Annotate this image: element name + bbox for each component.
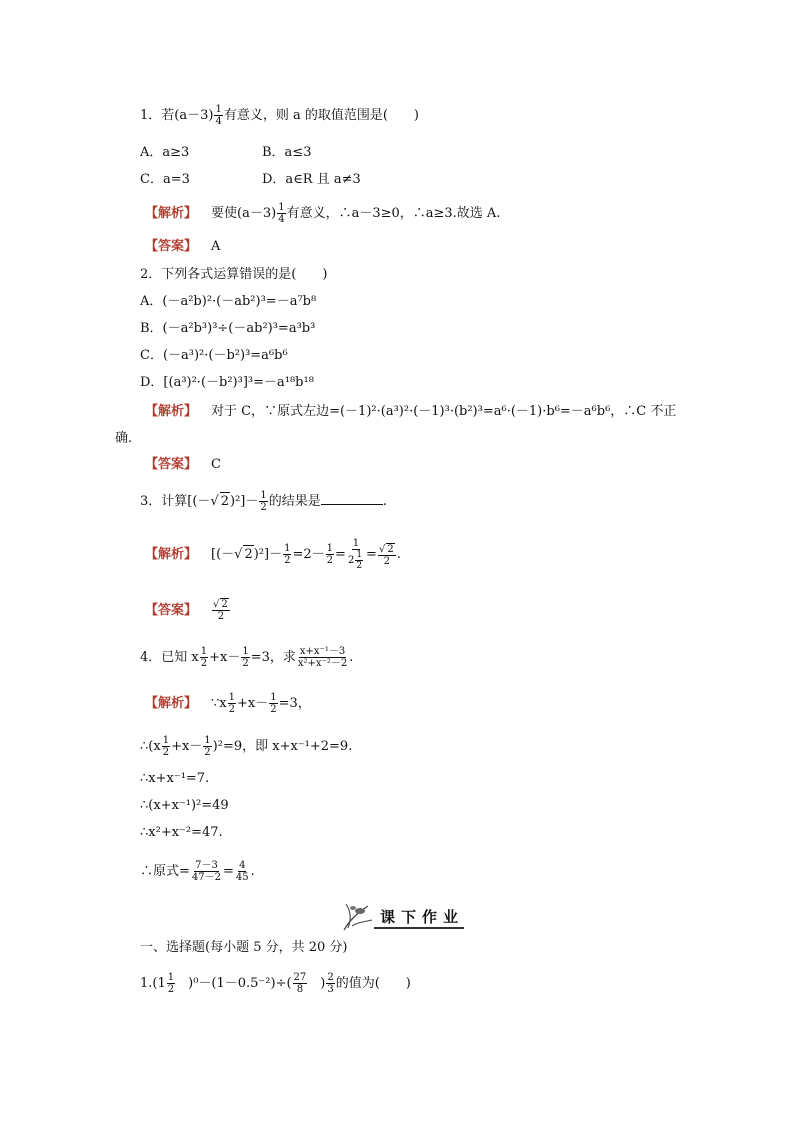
fraction-denominator: 3	[327, 984, 334, 995]
analysis-exponent-fraction	[277, 202, 285, 225]
q1-option-d: D．a∈R 且 a≠3	[262, 172, 361, 187]
q1-answer	[145, 238, 220, 256]
analysis-fraction	[326, 543, 334, 566]
q2-answer	[145, 456, 221, 474]
analysis-text: ∵x	[211, 696, 227, 711]
result-fraction	[235, 860, 250, 883]
section-q1-part: 的值为( )	[335, 976, 411, 991]
q4-analysis-line6	[140, 860, 255, 883]
radicand: 2	[387, 543, 394, 555]
analysis-text: )²=9，即 x+x⁻¹+2=9.	[212, 739, 353, 754]
analysis-text: =	[366, 547, 377, 562]
analysis-sqrt-fraction	[378, 543, 396, 567]
section-q1-part: )⁰－(1－0.5⁻²)÷(	[188, 976, 292, 991]
fraction-numerator: 1	[242, 646, 249, 657]
radicand: 2	[244, 547, 253, 562]
analysis-text: =	[335, 547, 346, 562]
analysis-text: .	[250, 864, 255, 879]
answer-text: C	[211, 457, 221, 472]
exponent-fraction	[326, 972, 334, 995]
fraction-numerator: 7－3	[195, 860, 218, 871]
analysis-text: )²]－	[253, 547, 283, 562]
analysis-text: ∴(x	[140, 739, 161, 754]
fraction-denominator: 2	[242, 658, 249, 669]
radicand: 2	[221, 599, 228, 610]
mixed-whole: 2	[347, 555, 355, 566]
q1-analysis	[145, 202, 500, 225]
fraction-denominator: 2	[162, 747, 170, 758]
q4-stem-part: +x－	[209, 650, 241, 665]
q4-exponent-fraction	[241, 646, 249, 669]
q1-option-a: A．a≥3	[140, 145, 190, 160]
exponent-fraction	[228, 692, 236, 715]
banner-underline	[374, 927, 464, 933]
q3-fraction	[259, 490, 267, 513]
sqrt-icon: √	[378, 543, 386, 555]
q3-answer	[145, 598, 231, 622]
fraction-denominator: 2	[204, 747, 211, 758]
fraction-numerator: 4	[239, 860, 246, 871]
fraction-denominator: 4	[215, 116, 222, 127]
q3-stem-part: 的结果是	[268, 494, 321, 509]
fraction-denominator: 2	[200, 658, 208, 669]
fraction-numerator: 1	[326, 543, 334, 554]
sqrt-icon: √	[234, 547, 243, 562]
q2-analysis-cont: 确.	[115, 431, 133, 446]
fraction-denominator: 2	[270, 704, 277, 715]
fraction-denominator: 8	[296, 984, 304, 995]
q3-stem	[140, 490, 387, 513]
answer-tag: 【答案】	[145, 457, 198, 472]
section-q1	[140, 972, 411, 995]
q1-exponent-fraction	[214, 104, 222, 127]
analysis-text: ∴原式=	[140, 864, 190, 879]
fraction-numerator: 1	[284, 543, 291, 554]
q2-option-a: A．(－a²b)²·(－ab²)³=－a⁷b⁸	[140, 294, 317, 309]
q1-option-c: C．a=3	[140, 172, 190, 187]
fraction-numerator: 27	[293, 972, 307, 983]
fraction-denominator: x²+x⁻²－2	[297, 658, 348, 669]
fraction-numerator: 1	[200, 646, 208, 657]
q4-target-fraction	[297, 646, 348, 669]
fraction-numerator: 2	[327, 972, 334, 983]
fraction-numerator	[378, 543, 396, 556]
q3-stem-part: )²]－	[230, 494, 259, 509]
fraction-numerator: 1	[204, 735, 211, 746]
analysis-tag: 【解析】	[145, 404, 198, 419]
exponent-fraction	[203, 735, 211, 758]
fraction-denominator: 45	[235, 872, 249, 883]
q1-stem	[140, 104, 419, 127]
q1-stem-part: 有意义，则 a 的取值范围是( )	[223, 108, 419, 123]
fraction-numerator: x+x⁻¹－3	[299, 646, 346, 657]
q4-stem	[140, 646, 353, 669]
answer-tag: 【答案】	[145, 602, 198, 618]
q2-stem: 2．下列各式运算错误的是( )	[140, 267, 328, 282]
q1-option-b: B．a≤3	[262, 145, 312, 160]
answer-tag: 【答案】	[145, 239, 198, 254]
q3-analysis	[145, 538, 401, 571]
analysis-tag: 【解析】	[145, 696, 198, 711]
homework-banner	[340, 900, 470, 934]
fraction-numerator: 1	[162, 735, 170, 746]
analysis-text: =	[223, 864, 234, 879]
q4-stem-part: .	[349, 650, 354, 665]
q3-stem-part: 3．计算[(－	[140, 494, 211, 509]
analysis-text: 要使(a－3)	[211, 206, 277, 221]
fraction-denominator: 2	[356, 561, 363, 571]
analysis-tag: 【解析】	[145, 547, 198, 562]
q4-exponent-fraction	[200, 646, 208, 669]
analysis-fraction	[283, 543, 291, 566]
fraction-numerator	[212, 598, 230, 611]
fraction-denominator: 2	[260, 502, 267, 513]
exponent-fraction	[269, 692, 277, 715]
fraction-denominator: 2	[167, 984, 175, 995]
result-fraction	[191, 860, 222, 883]
orchid-icon	[340, 900, 374, 932]
analysis-text: =2－	[292, 547, 325, 562]
analysis-text: [(－	[211, 547, 235, 562]
sqrt-icon: √	[213, 599, 220, 610]
q4-stem-part: 4．已知 x	[140, 650, 199, 665]
q4-analysis-line4: ∴(x+x⁻¹)²=49	[140, 798, 229, 813]
fraction-denominator: 47－2	[191, 872, 221, 883]
q4-stem-part: =3，求	[250, 650, 296, 665]
fraction-numerator: 1	[278, 202, 285, 213]
fraction-numerator: 1	[228, 692, 235, 703]
fraction-numerator: 1	[167, 972, 175, 983]
banner-title: 课下作业	[380, 908, 465, 926]
base-fraction	[293, 972, 308, 995]
sqrt-icon: √	[210, 494, 219, 509]
q1-stem-part: 1．若(a－3)	[140, 108, 214, 123]
q4-analysis-line2	[140, 735, 352, 758]
radicand: 2	[220, 494, 229, 509]
q4-analysis-line1	[145, 692, 311, 715]
fraction-denominator: 2	[228, 704, 235, 715]
fraction-denominator	[347, 550, 365, 571]
q3-stem-part: .	[382, 494, 387, 509]
q2-option-d: D．[(a³)²·(－b²)³]³=－a¹⁸b¹⁸	[140, 375, 314, 390]
section-q1-part: )	[320, 976, 326, 991]
section-q1-part: 1.(1	[140, 976, 166, 991]
q2-option-c: C．(－a³)²·(－b²)³=a⁶b⁶	[140, 348, 288, 363]
answer-sqrt-fraction	[212, 598, 230, 622]
q4-analysis-line5: ∴x²+x⁻²=47.	[140, 825, 223, 840]
q4-analysis-line3: ∴x+x⁻¹=7.	[140, 771, 210, 786]
analysis-compound-fraction	[347, 538, 365, 571]
fraction-denominator: 2	[326, 555, 334, 566]
fraction-denominator: 4	[278, 214, 285, 225]
fraction-numerator: 1	[260, 490, 267, 501]
q2-analysis	[145, 403, 676, 421]
q2-option-b: B．(－a²b³)³÷(－ab²)³=a³b³	[140, 321, 316, 336]
exponent-fraction	[162, 735, 170, 758]
answer-text: A	[211, 239, 221, 254]
analysis-text: +x－	[237, 696, 269, 711]
fraction-denominator: 2	[284, 555, 291, 566]
analysis-tag: 【解析】	[145, 206, 198, 221]
fraction-numerator: 1	[270, 692, 277, 703]
fraction-denominator: 2	[383, 555, 391, 567]
nested-fraction	[355, 550, 363, 571]
mixed-fraction	[167, 972, 175, 995]
fraction-numerator: 1	[352, 538, 360, 549]
fraction-numerator: 1	[215, 104, 222, 115]
analysis-text: =3，	[278, 696, 311, 711]
fraction-numerator: 1	[356, 550, 363, 560]
analysis-text: 有意义，∴a－3≥0，∴a≥3.故选 A.	[286, 206, 501, 221]
analysis-text: 对于 C，∵原式左边=(－1)²·(a³)²·(－1)³·(b²)³=a⁶·(－1)·b⁶=－a⁶b⁶，∴C 不正	[211, 404, 677, 419]
analysis-text: +x－	[171, 739, 203, 754]
answer-blank	[321, 492, 383, 505]
section-heading: 一、选择题(每小题 5 分，共 20 分)	[140, 940, 348, 955]
analysis-text: .	[396, 547, 401, 562]
fraction-denominator: 2	[217, 611, 225, 622]
